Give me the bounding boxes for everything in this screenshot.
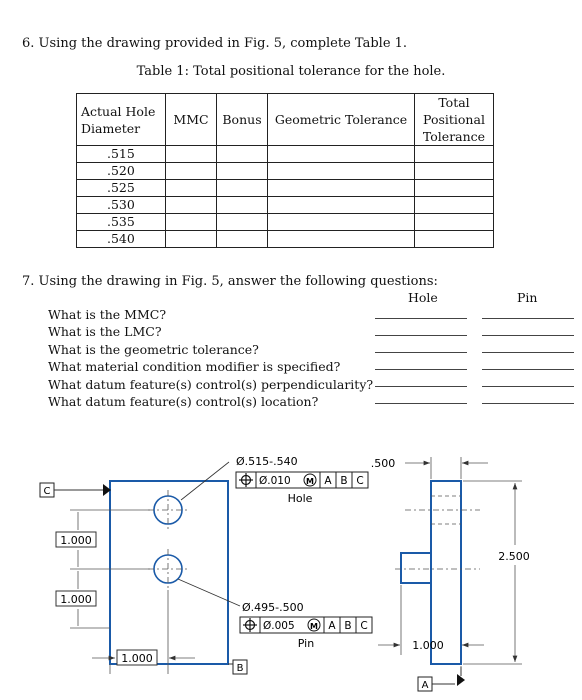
column-hole-label: Hole [408,290,438,305]
dim-500: .500 [370,457,396,470]
datum-a-label: A [421,680,429,691]
dim-1000-side: 1.000 [412,639,444,652]
datum-ref-c: C [356,475,364,487]
header-geometric-tolerance: Geometric Tolerance [268,94,415,146]
hole-label: Hole [287,492,313,505]
question-perpendicularity-datum: What datum feature(s) control(s) perpendicularity? [48,376,374,392]
datum-b-label: B [236,663,244,674]
row-diameter: .535 [77,214,166,231]
dim-1000-vertical-upper: 1.000 [60,534,92,547]
question-location-datum: What datum feature(s) control(s) location? [48,394,319,410]
dim-1000-vertical-lower: 1.000 [60,593,92,606]
question-6-text: 6. Using the drawing provided in Fig. 5, complete Table 1. [22,36,408,51]
question-mmc: What is the MMC? [48,307,167,322]
dim-2500: 2.500 [498,550,530,563]
row-diameter: .530 [77,197,166,214]
mmc-modifier-letter: M [306,477,314,486]
dim-1000-horizontal: 1.000 [121,652,153,665]
column-pin-label: Pin [517,290,538,305]
pin-label: Pin [297,637,315,650]
row-diameter: .515 [77,146,166,163]
datum-ref-c: C [360,620,368,632]
datum-ref-a: A [324,475,332,487]
row-diameter: .540 [77,231,166,248]
question-geometric-tolerance: What is the geometric tolerance? [48,341,259,357]
hole-tolerance-value: Ø.010 [259,475,291,487]
header-mmc: MMC [166,94,217,146]
row-diameter: .520 [77,163,166,180]
hole-feature-control-frame [236,472,368,488]
row-diameter: .525 [77,180,166,197]
mmc-modifier-letter: M [310,622,318,631]
plate-front-view [110,481,228,664]
pin-side-view [401,553,431,583]
datum-ref-a: A [328,620,336,632]
table-caption: Table 1: Total positional tolerance for the hole. [136,64,446,79]
datum-ref-b: B [340,475,348,487]
header-actual-diameter: Actual Hole Diameter [77,94,166,146]
header-total-positional-tolerance: Total Positional Tolerance [415,94,494,146]
datum-ref-b: B [344,620,352,632]
pin-tolerance-value: Ø.005 [263,620,295,632]
hole-size-callout: Ø.515-.540 [236,455,298,468]
header-bonus: Bonus [217,94,268,146]
plate-side-view [431,481,461,664]
pin-feature-control-frame [240,617,372,633]
question-modifier: What material condition modifier is specified? [48,359,341,375]
question-lmc: What is the LMC? [48,324,162,340]
question-7-text: 7. Using the drawing in Fig. 5, answer the following questions: [22,274,438,289]
pin-size-callout: Ø.495-.500 [242,601,304,614]
datum-c-label: C [43,486,51,497]
centerlines [148,490,188,589]
